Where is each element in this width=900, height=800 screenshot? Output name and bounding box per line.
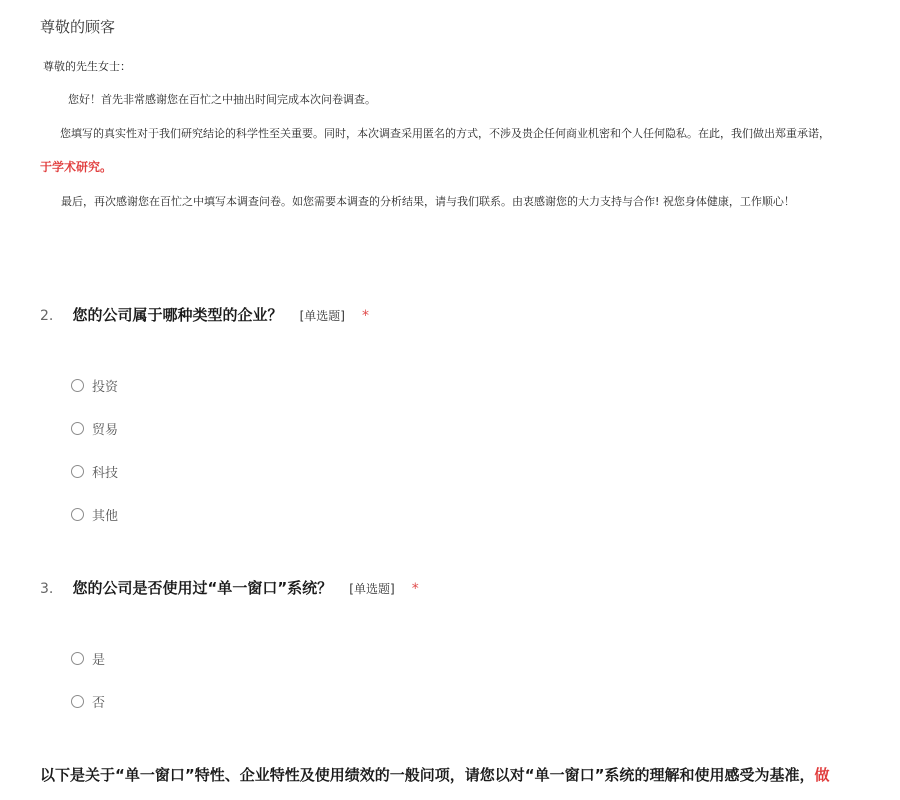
option-investment[interactable] bbox=[71, 376, 118, 395]
question-title: 您的公司是否使用过“单一窗口”系统？ bbox=[72, 579, 333, 597]
section-description bbox=[40, 764, 829, 785]
radio-icon[interactable] bbox=[71, 508, 84, 521]
option-label: 其他 bbox=[92, 509, 119, 524]
required-marker: * bbox=[362, 308, 370, 324]
question-2-header bbox=[40, 304, 369, 325]
option-label: 是 bbox=[92, 653, 106, 668]
page-title: 尊敬的顾客 bbox=[40, 18, 116, 36]
question-type-tag: [单选题] bbox=[299, 309, 345, 323]
option-label: 投资 bbox=[92, 380, 119, 395]
radio-icon[interactable] bbox=[71, 695, 84, 708]
intro-salutation: 尊敬的先生女士： bbox=[43, 60, 131, 73]
question-number: 3. bbox=[40, 581, 54, 597]
option-label: 科技 bbox=[92, 466, 119, 481]
radio-icon[interactable] bbox=[71, 465, 84, 478]
option-technology[interactable] bbox=[71, 462, 118, 481]
option-label: 贸易 bbox=[92, 423, 119, 438]
question-title: 您的公司属于哪种类型的企业？ bbox=[72, 306, 283, 324]
section-description-text: 以下是关于“单一窗口”特性、企业特性及使用绩效的一般问项，请您以对“单一窗口”系统的理解和使用感受为基准， bbox=[40, 766, 815, 784]
question-3-header bbox=[40, 577, 419, 598]
section-description-highlight: 做 bbox=[814, 766, 830, 784]
required-marker: * bbox=[411, 581, 419, 597]
question-type-tag: [单选题] bbox=[349, 582, 395, 596]
radio-icon[interactable] bbox=[71, 422, 84, 435]
intro-paragraph-3: 最后，再次感谢您在百忙之中填写本调查问卷。如您需要本调查的分析结果，请与我们联系。由衷感谢您的大力支持与合作! 祝您身体健康，工作顺心！ bbox=[61, 195, 795, 208]
option-label: 否 bbox=[92, 696, 106, 711]
option-no[interactable] bbox=[71, 692, 105, 711]
intro-paragraph-2: 您填写的真实性对于我们研究结论的科学性至关重要。同时，本次调查采用匿名的方式，不涉及贵企任何商业机密和个人任何隐私。在此，我们做出郑重承诺， bbox=[60, 127, 830, 140]
option-other[interactable] bbox=[71, 505, 118, 524]
intro-paragraph-2-continued: 于学术研究。 bbox=[40, 160, 113, 174]
question-number: 2. bbox=[40, 308, 54, 324]
option-yes[interactable] bbox=[71, 649, 105, 668]
radio-icon[interactable] bbox=[71, 379, 84, 392]
radio-icon[interactable] bbox=[71, 652, 84, 665]
intro-paragraph-1: 您好！首先非常感谢您在百忙之中抽出时间完成本次问卷调查。 bbox=[68, 93, 376, 106]
option-trade[interactable] bbox=[71, 419, 118, 438]
